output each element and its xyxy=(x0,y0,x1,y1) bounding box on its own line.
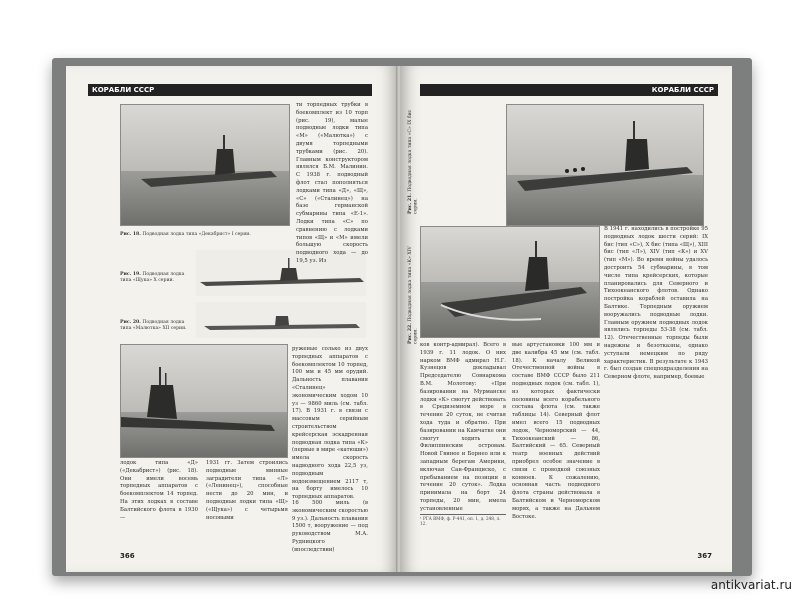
right-page-number: 367 xyxy=(697,552,712,560)
submarine-photo-s-class xyxy=(506,104,704,226)
watermark-text: antikvariat.ru xyxy=(710,578,792,592)
left-page-number: 366 xyxy=(120,552,135,560)
left-bottom-col1-text: лодок типа «Д» («Декабрист») (рис. 18). Они имели восемь торпедных аппаратов с боекомплектом 14 торпед. На этих лодках в составе Балтийского флота в 1930— xyxy=(120,460,198,521)
submarine-photo-k-class xyxy=(420,226,600,338)
right-column-text: В 1941 г. находились в постройке 95 подводных лодок шести серий: IX бис (тип «С»), X бис (типа «Щ»), XIII бис (тип «Л»), XIV (тип «К») и XV (тип «М»). Во время войны удалось достроить 54 субмарины, в том числе типа крейсерских, которые планировались для Северного и Тихоокеанского флотов. Однако постройка кораблей оставила на Балтике. Торпедным оружием вооружались подводные лодки. Главным оружием подводных лодок являлись торпеды 53-38 (см. табл. 12). Отечественные торпеды были надежны и безотказны, однако уступали немецким по ряду характеристик. В результате к 1943 г. был создан спецподразделения на Северном флоте, например, боевые xyxy=(604,226,708,381)
figure-caption-20: Рис. 20. Подводная лодка типа «Малютка» XII серии. xyxy=(120,320,187,331)
left-bottom-col3-text: 16 500 миль (в экономическим скоростью 9 уз.). Дальность плавания 1500 т, вооружение — под руководством М.А. Рудницкого (впоследствии) xyxy=(292,500,368,553)
figure-caption-19: Рис. 19. Подводная лодка типа «Щука» X серии. xyxy=(120,272,185,283)
right-page-header: КОРАБЛИ СССР xyxy=(420,84,718,96)
figure-caption-21: Рис. 21. Подводная лодка типа «С» IX бис серии. xyxy=(408,109,419,214)
left-column-top-text: ти торпедных трубки в боекомплект из 10 торп (рис. 19), малые подводные лодки типа «М» («Малютка») с двумя торпедными трубками (рис. 20). Главным конструктором являлся Б.М. Малинин. С 1938 г. подводный флот стал пополняться лодками типа «Д», «Щ», «С» («Сталинец») на базе германской субмарины типа «Е-1». Лодки типа «С» по сравнению с лодками типов «Щ» и «М» имели большую скорость подводного хода — до 19,5 уз. Из xyxy=(296,102,368,264)
right-bottom-col2-text: вые артустановки 100 мм и две калибра 45 мм (см. табл. 18). К началу Великой Отечественной войны в составе ВМФ СССР было 211 подводных лодок (см. табл. 1), из которых фактически половины всего корабельного состава флота (см. также таблицы 14). Северный флот имел всего 15 подводных лодок, Черноморский — 44, Тихоокеанский — 86, Балтийский — 65. Северный театр военных действий приобрел особое значение в связи с проводкой союзных конвоев. К сожалению, основная часть подводного флота страны действовала в Балтийском и Черноморском морях, а также на Дальнем Востоке. xyxy=(512,342,600,520)
right-page xyxy=(400,66,732,572)
submarine-photo-large xyxy=(120,344,288,458)
left-page-header: КОРАБЛИ СССР xyxy=(88,84,372,96)
left-bottom-col2-text: 1931 гг. Затем строились подводные минные заградители типа «Л» («Ленинец»), способные нести до 20 мин, и подводные лодки типа «Щ» («Щука») с четырьмя носовыми xyxy=(206,460,288,521)
submarine-photo-dekabrist xyxy=(120,104,290,226)
figure-caption-18: Рис. 18. Подводная лодка типа «Декабрист» I серии. xyxy=(120,232,251,237)
figure-caption-22: Рис. 22. Подводная лодка типа «К» XIV серии. xyxy=(408,246,419,344)
left-page xyxy=(66,66,398,572)
submarine-photo-malyutka xyxy=(196,302,366,338)
footnote: ¹ РГА ВМФ, ф. Р-441, оп. 1, д. 248, л. 12. xyxy=(420,514,506,526)
left-column-mid-text: руженые солько из двух торпедных аппаратов с боекомплектом 10 торпед, 100 мм и 45 мм орудий. Дальность плавания «Сталинец» экономическим ходом 10 уз — 9860 миль (см. табл. 17). В 1931 г. в связи с массовым серийным строительством крейсерская эскадренная подводная лодка типа «К» (первые в мире «катюши») имела скорость надводного хода 22,5 уз, подводным водоизмещением 2117 т, на борту имелось 10 торпедных аппаратов. xyxy=(292,346,368,501)
right-bottom-col1-text: ков контр-адмирал). Всего в 1939 г. 11 лодок. О них нарком ВМФ адмирал Н.Г. Кузнецов докладывал Председателю Совнаркома В.М. Молотову: «При базировании на Мурманске лодки «К» смогут действовать в Средиземном море в течение 20 суток, не считая хода туда и обратно. При базировании на Камчатке они смогут ходить к Филиппинским островам. Новой Гвинее и Борнео или к западным берегам Америки, включая Сан-Франциско, с пребыванием на позиции в течение 20 суток». Лодка принимала на борт 24 торпеды, 20 мин, имела установленные xyxy=(420,342,506,512)
